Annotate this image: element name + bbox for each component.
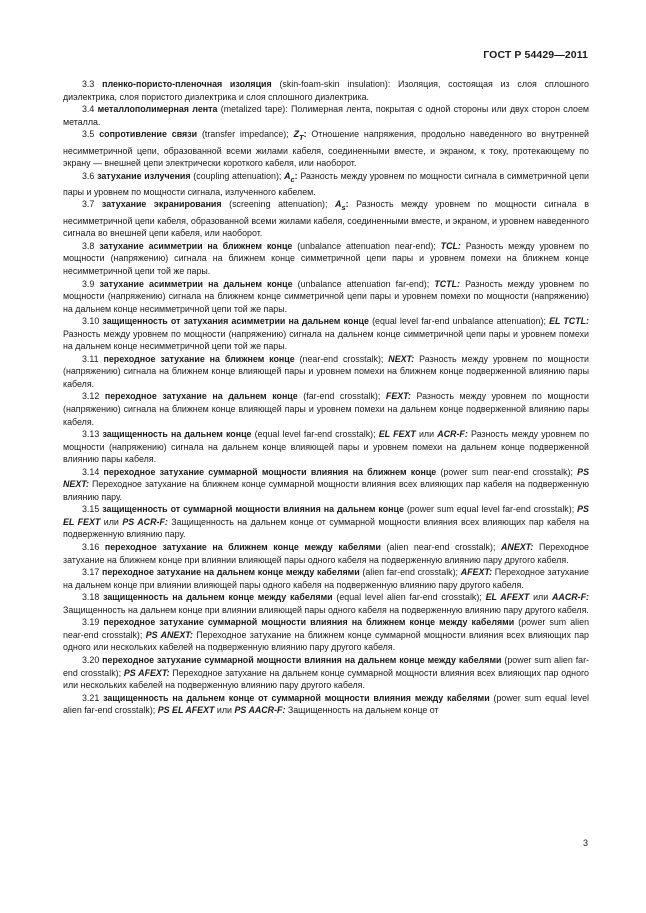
definition-text: 3.10 <box>82 316 103 327</box>
definition-text: Разность между уровнем по мощности (напряжению) сигнала на ближнем конце влияющей пары и уровнем помехи на дальнем конце подверженной влиянию пары кабеля. <box>63 391 589 427</box>
definition-text: 3.13 <box>82 429 103 440</box>
term: затухание излучения <box>97 170 191 181</box>
term: : <box>345 199 349 210</box>
term-abbreviation: FEXT: <box>385 391 411 402</box>
definition-text: 3.6 <box>82 170 98 181</box>
definition-text: 3.3 <box>82 79 103 89</box>
term-abbreviation: A <box>284 170 291 181</box>
definitions-body <box>63 78 589 717</box>
definition-text: (equal level far-end unbalance attenuation); <box>368 316 550 327</box>
definition-text: Защищенность на дальнем конце при влиянии влияющей пары одного кабеля на подверженную влиянию пару другого кабеля. <box>63 604 589 615</box>
definition-text: 3.16 <box>82 542 105 553</box>
definition-paragraph <box>63 692 589 717</box>
definition-text: Разность между уровнем по мощности (напряжению) сигнала на дальнем конце симметричной цепи пары и уровнем помехи на дальнем конце несимметричной цепи той же пары. <box>63 328 589 352</box>
term: сопротивление связи <box>99 129 198 140</box>
definition-text: Разность между уровнем по мощности (напряжению) сигнала на ближнем конце симметричной цепи пары и уровнем помехи на ближнем конце несимметричной цепи той же пары. <box>63 240 589 276</box>
definition-paragraph <box>63 278 589 316</box>
term-abbreviation: ACR-F: <box>437 429 468 440</box>
definition-text: 3.14 <box>82 466 104 477</box>
definition-text: Переходное затухание на ближнем конце при влиянии влияющей пары одного кабеля на подверженную влиянию пару другого кабеля. <box>63 542 589 565</box>
term-abbreviation: ANEXT: <box>501 542 534 553</box>
definition-text: Разность между уровнем по мощности сигнала в симметричной цепи пары и уровнем по мощности сигнала, излученного кабелем. <box>63 170 589 197</box>
term: : <box>294 170 298 181</box>
standard-id-header: ГОСТ Р 54429—2011 <box>483 49 588 61</box>
definition-text: (equal level far-end crosstalk); <box>251 429 379 440</box>
definition-paragraph <box>63 591 589 616</box>
definition-text: Переходное затухание на дальнем конце суммарной мощности влияния всех влияющих пар одного или нескольких кабелей на подверженную влиянию пару другого кабеля. <box>63 667 589 691</box>
definition-text: (metalized tape): Полимерная лента, покрытая с одной стороны или двух сторон слоем металла. <box>63 104 589 127</box>
definition-text: (coupling attenuation); <box>190 170 285 181</box>
definition-paragraph <box>63 315 589 353</box>
definition-text: 3.8 <box>82 240 100 251</box>
term: переходное затухание на дальнем конце между кабелями <box>101 567 360 578</box>
term-abbreviation: EL AFEXT <box>485 592 530 603</box>
definition-paragraph <box>63 128 589 169</box>
symbol-subscript: T <box>299 132 304 142</box>
page-number: 3 <box>582 838 588 848</box>
definition-paragraph <box>63 466 589 504</box>
definition-paragraph <box>63 353 589 391</box>
definition-text: Разность между уровнем по мощности (напряжению) сигнала на дальнем конце влияющей пары и уровнем помехи на дальнем конце подверженной влиянию пары кабеля. <box>63 429 590 465</box>
term: затухание асимметрии на ближнем конце <box>99 240 293 251</box>
definition-text: (transfer impedance); <box>197 129 294 140</box>
term-abbreviation: TCTL: <box>434 278 460 289</box>
definition-text: 3.21 <box>82 692 104 703</box>
definition-text: (far-end crosstalk); <box>297 391 386 402</box>
term-abbreviation: NEXT: <box>388 353 415 364</box>
term: защищенность на дальнем конце от суммарной мощности влияния между кабелями <box>103 692 490 703</box>
term: переходное затухание суммарной мощности влияния на ближнем конце <box>103 466 437 477</box>
definition-text: 3.11 <box>82 353 104 364</box>
term-abbreviation: PS NEXT: <box>63 466 589 490</box>
definition-text: (power sum alien far-end crosstalk); <box>63 654 590 678</box>
term: пленко-пористо-пленочная изоляция <box>102 79 272 89</box>
definition-text: (unbalance attenuation far-end); <box>292 278 435 289</box>
term: защищенность на дальнем конце <box>102 429 252 440</box>
definition-paragraph <box>63 198 589 239</box>
term-abbreviation: A <box>335 199 342 210</box>
definition-text: 3.9 <box>82 278 100 289</box>
definition-text: или <box>529 592 552 603</box>
definition-text: 3.17 <box>82 567 102 578</box>
definition-paragraph <box>63 541 589 566</box>
definition-text: (power sum near-end crosstalk); <box>436 466 578 477</box>
term-abbreviation: PS AFEXT: <box>123 667 170 678</box>
definition-text: (alien far-end crosstalk); <box>359 567 461 578</box>
definition-paragraph <box>63 390 589 428</box>
term: металлополимерная лента <box>97 104 218 115</box>
term: защищенность на дальнем конце между кабелями <box>103 592 333 603</box>
term-abbreviation: AFEXT: <box>460 567 493 578</box>
definition-text: 3.20 <box>82 654 103 665</box>
term: защищенность от суммарной мощности влияния на дальнем конце <box>102 504 404 515</box>
term-abbreviation: PS EL FEXT <box>63 504 589 527</box>
definition-text: Разность между уровнем по мощности (напряжению) сигнала на ближнем конце симметричной цепи пары и уровнем помехи по мощности (напряжению) на дальнем конце несимметричной цепи той же пары. <box>63 278 589 314</box>
term-abbreviation: PS EL AFEXT <box>157 705 215 716</box>
definition-text: Защищенность на дальнем конце от суммарной мощности влияния всех влияющих пар кабеля на подверженную влиянию пару. <box>63 516 589 540</box>
definition-text: или <box>214 705 235 716</box>
term-abbreviation: PS ACR-F: <box>122 516 168 527</box>
term: затухание асимметрии на дальнем конце <box>99 278 293 289</box>
term-abbreviation: TCL: <box>440 240 461 251</box>
definition-text: Переходное затухание на ближнем конце суммарной мощности влияния всех влияющих пар одного или нескольких кабелей на подверженную влиянию пару другого кабеля. <box>63 629 589 653</box>
term-abbreviation: PS AACR-F: <box>234 705 286 716</box>
symbol-subscript: s <box>341 203 346 213</box>
definition-text: Защищенность на дальнем конце от <box>285 705 439 716</box>
definition-text: 3.15 <box>82 504 103 515</box>
term: переходное затухание суммарной мощности влияния на дальнем конце между кабелями <box>102 654 502 665</box>
term: переходное затухание на ближнем конце между кабелями <box>104 542 381 553</box>
definition-text: 3.19 <box>82 617 104 628</box>
term-abbreviation: PS ANEXT: <box>145 629 193 640</box>
term: переходное затухание на ближнем конце <box>103 353 295 364</box>
term: переходное затухание на дальнем конце <box>104 391 298 402</box>
definition-text: (power sum equal level far-end crosstalk); <box>403 504 578 515</box>
definition-text: (alien near-end crosstalk); <box>380 542 501 553</box>
definition-text: Разность между уровнем по мощности сигнала в несимметричной цепи кабеля, образованной всеми жилами кабеля, соединенными вместе, и экраном, и уровнем наведенного сигнала во внешней цепи кабеля, или наоборот. <box>63 199 589 239</box>
definition-text: 3.18 <box>82 592 104 603</box>
definition-text: Переходное затухание на ближнем конце суммарной мощности влияния всех влияющих пар кабеля на подверженную влиянию пару. <box>63 479 589 502</box>
definition-text: (near-end crosstalk); <box>294 353 389 364</box>
definition-text: (equal level alien far-end crosstalk); <box>332 592 486 603</box>
definition-text: (screening attenuation); <box>221 199 336 210</box>
definition-paragraph <box>63 103 589 128</box>
definition-text: Переходное затухание на дальнем конце при влиянии влияющей пары одного кабеля на подверженную влиянию пару другого кабеля. <box>63 567 589 590</box>
term: защищенность от затухания асимметрии на дальнем конце <box>102 316 369 327</box>
definition-text: (power sum equal level alien far-end crosstalk); <box>63 692 589 716</box>
symbol-subscript: c <box>290 174 295 184</box>
definition-paragraph <box>63 428 589 466</box>
definition-paragraph <box>63 616 589 654</box>
definition-paragraph <box>63 240 589 278</box>
definition-paragraph <box>63 503 589 541</box>
definition-text: 3.12 <box>82 391 105 402</box>
definition-text: 3.5 <box>82 129 100 140</box>
definition-text: 3.7 <box>82 199 102 210</box>
definition-paragraph <box>63 566 589 591</box>
definition-text: Отношение напряжения, продольно наведенного во внутренней несимметричной цепи, образованной всеми жилами кабеля, соединенными вместе, и экраном, к току, протекающему по экрану — внешней цепи электрически короткого кабеля, или наоборот. <box>63 129 589 169</box>
term-abbreviation: EL TCTL: <box>549 316 589 327</box>
term-abbreviation: Z <box>293 129 300 140</box>
definition-text: или <box>415 429 438 440</box>
term-abbreviation: EL FEXT <box>378 429 416 440</box>
definition-text: (power sum alien near-end crosstalk); <box>63 617 589 640</box>
definition-paragraph <box>63 78 589 103</box>
definition-paragraph <box>63 654 589 692</box>
term: затухание экранирования <box>101 199 222 210</box>
definition-text: (skin-foam-skin insulation): Изоляция, состоящая из слоя сплошного диэлектрика, слоя пористого диэлектрика и слоя сплошного диэлектрика. <box>63 79 589 102</box>
definition-text: или <box>100 516 123 527</box>
term-abbreviation: AACR-F: <box>552 592 589 603</box>
definition-text: Разность между уровнем по мощности (напряжению) сигнала на ближнем конце влияющей пары и уровнем помехи на ближнем конце подверженной влиянию пары кабеля. <box>63 353 589 389</box>
term: переходное затухание суммарной мощности влияния на ближнем конце между кабелями <box>103 617 515 628</box>
definition-text: (unbalance attenuation near-end); <box>292 240 441 251</box>
definition-paragraph <box>63 170 589 199</box>
term: : <box>303 129 307 140</box>
definition-text: 3.4 <box>82 104 98 115</box>
